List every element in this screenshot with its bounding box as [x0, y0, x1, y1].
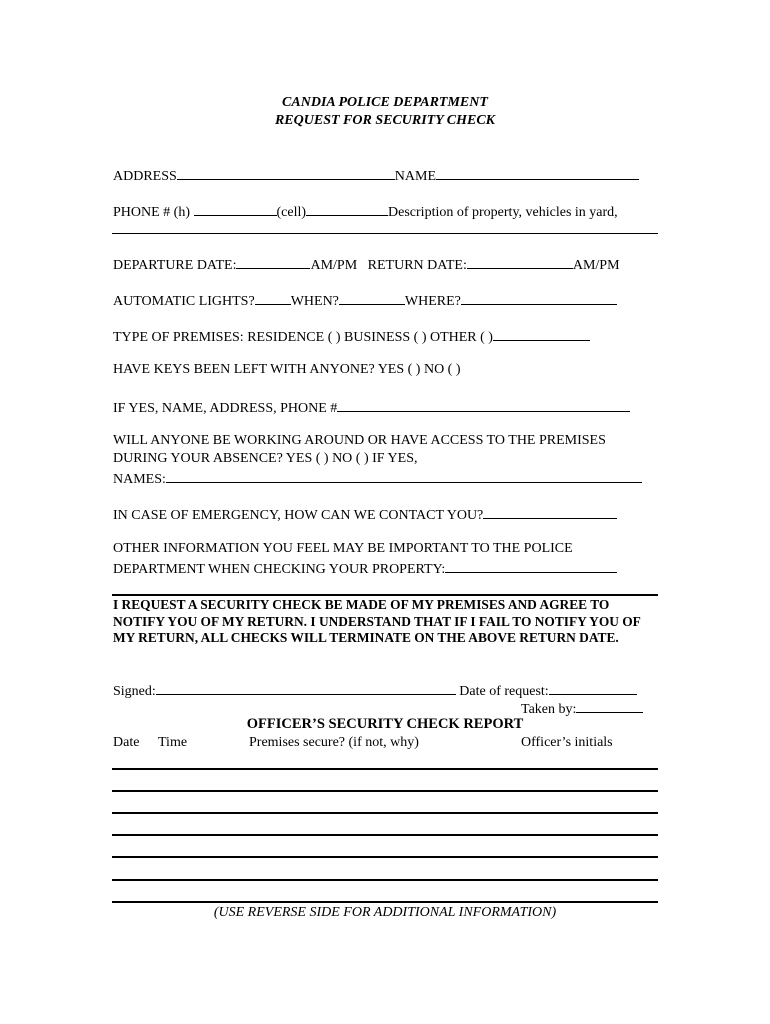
premises-type-label[interactable]: TYPE OF PREMISES: RESIDENCE ( ) BUSINESS ( ) OTHER ( )	[113, 330, 493, 345]
departure-date-field[interactable]	[236, 254, 310, 269]
address-name-row	[113, 165, 658, 186]
emergency-row	[113, 504, 658, 525]
return-ampm: AM/PM	[572, 258, 620, 273]
report-entry-line[interactable]	[112, 901, 658, 903]
phone-row	[113, 201, 658, 222]
keys-row[interactable]: HAVE KEYS BEEN LEFT WITH ANYONE? YES ( ) NO ( )	[113, 362, 461, 377]
report-entry-line[interactable]	[112, 834, 658, 836]
names-row	[113, 468, 658, 489]
other-info-row	[113, 558, 658, 579]
keyholder-row	[113, 397, 658, 418]
phone-cell-field[interactable]	[306, 201, 388, 216]
automatic-lights-label: AUTOMATIC LIGHTS?	[113, 294, 255, 309]
phone-home-field[interactable]	[194, 201, 277, 216]
agreement-text: I REQUEST A SECURITY CHECK BE MADE OF MY PREMISES AND AGREE TO NOTIFY YOU OF MY RETURN. I UNDERSTAND THAT IF I FAIL TO NOTIFY YOU OF MY RETURN, ALL CHECKS WILL TERMINATE ON THE ABOVE RETURN DATE.	[113, 597, 641, 645]
where-label: WHERE?	[404, 294, 461, 309]
working-line-2[interactable]: DURING YOUR ABSENCE? YES ( ) NO ( ) IF YES,	[113, 451, 418, 466]
report-entry-line[interactable]	[112, 879, 658, 881]
where-field[interactable]	[461, 290, 617, 305]
signature-field[interactable]	[156, 680, 456, 695]
column-initials-header: Officer’s initials	[521, 735, 613, 750]
working-line-1: WILL ANYONE BE WORKING AROUND OR HAVE ACCESS TO THE PREMISES	[113, 433, 606, 448]
date-of-request-label: Date of request:	[459, 684, 549, 699]
agreement-top-rule	[112, 594, 658, 596]
emergency-label: IN CASE OF EMERGENCY, HOW CAN WE CONTACT YOU?	[113, 508, 484, 523]
names-field[interactable]	[166, 468, 642, 483]
keyholder-label: IF YES, NAME, ADDRESS, PHONE #	[113, 401, 338, 416]
signed-label: Signed:	[113, 684, 156, 699]
other-info-label: DEPARTMENT WHEN CHECKING YOUR PROPERTY:	[113, 562, 446, 577]
dates-row	[113, 254, 658, 275]
phone-home-label: PHONE # (h)	[113, 205, 190, 220]
address-field[interactable]	[177, 165, 395, 180]
other-info-line-1: OTHER INFORMATION YOU FEEL MAY BE IMPORTANT TO THE POLICE	[113, 541, 573, 556]
names-label: NAMES:	[113, 472, 166, 487]
other-info-field[interactable]	[445, 558, 617, 573]
departure-ampm: AM/PM	[310, 258, 358, 273]
column-time-header: Time	[158, 735, 188, 750]
automatic-lights-field[interactable]	[255, 290, 291, 305]
taken-by-label: Taken by:	[521, 702, 577, 717]
name-field[interactable]	[436, 165, 639, 180]
column-premises-header: Premises secure? (if not, why)	[249, 735, 419, 750]
phone-cell-label: (cell)	[276, 205, 307, 220]
taken-by-field[interactable]	[576, 698, 643, 713]
emergency-field[interactable]	[483, 504, 617, 519]
return-date-field[interactable]	[467, 254, 573, 269]
date-of-request-field[interactable]	[549, 680, 637, 695]
footer-note: (USE REVERSE SIDE FOR ADDITIONAL INFORMATION)	[213, 905, 557, 920]
return-date-label: RETURN DATE:	[367, 258, 467, 273]
report-entry-line[interactable]	[112, 790, 658, 792]
address-label: ADDRESS	[113, 169, 177, 184]
report-entry-line[interactable]	[112, 856, 658, 858]
form-title-line-1: CANDIA POLICE DEPARTMENT	[282, 95, 488, 110]
departure-date-label: DEPARTURE DATE:	[113, 258, 237, 273]
name-label: NAME	[394, 169, 437, 184]
column-date-header: Date	[113, 735, 140, 750]
premises-other-field[interactable]	[493, 326, 590, 341]
premises-row	[113, 326, 658, 347]
lights-row	[113, 290, 658, 311]
when-label: WHEN?	[290, 294, 339, 309]
officer-report-title: OFFICER’S SECURITY CHECK REPORT	[246, 716, 524, 732]
when-field[interactable]	[339, 290, 405, 305]
report-entry-line[interactable]	[112, 812, 658, 814]
form-title-line-2: REQUEST FOR SECURITY CHECK	[274, 113, 496, 128]
property-description-label: Description of property, vehicles in yard,	[388, 205, 618, 220]
report-entry-line[interactable]	[112, 768, 658, 770]
keyholder-field[interactable]	[337, 397, 630, 412]
property-description-field[interactable]	[112, 233, 658, 234]
